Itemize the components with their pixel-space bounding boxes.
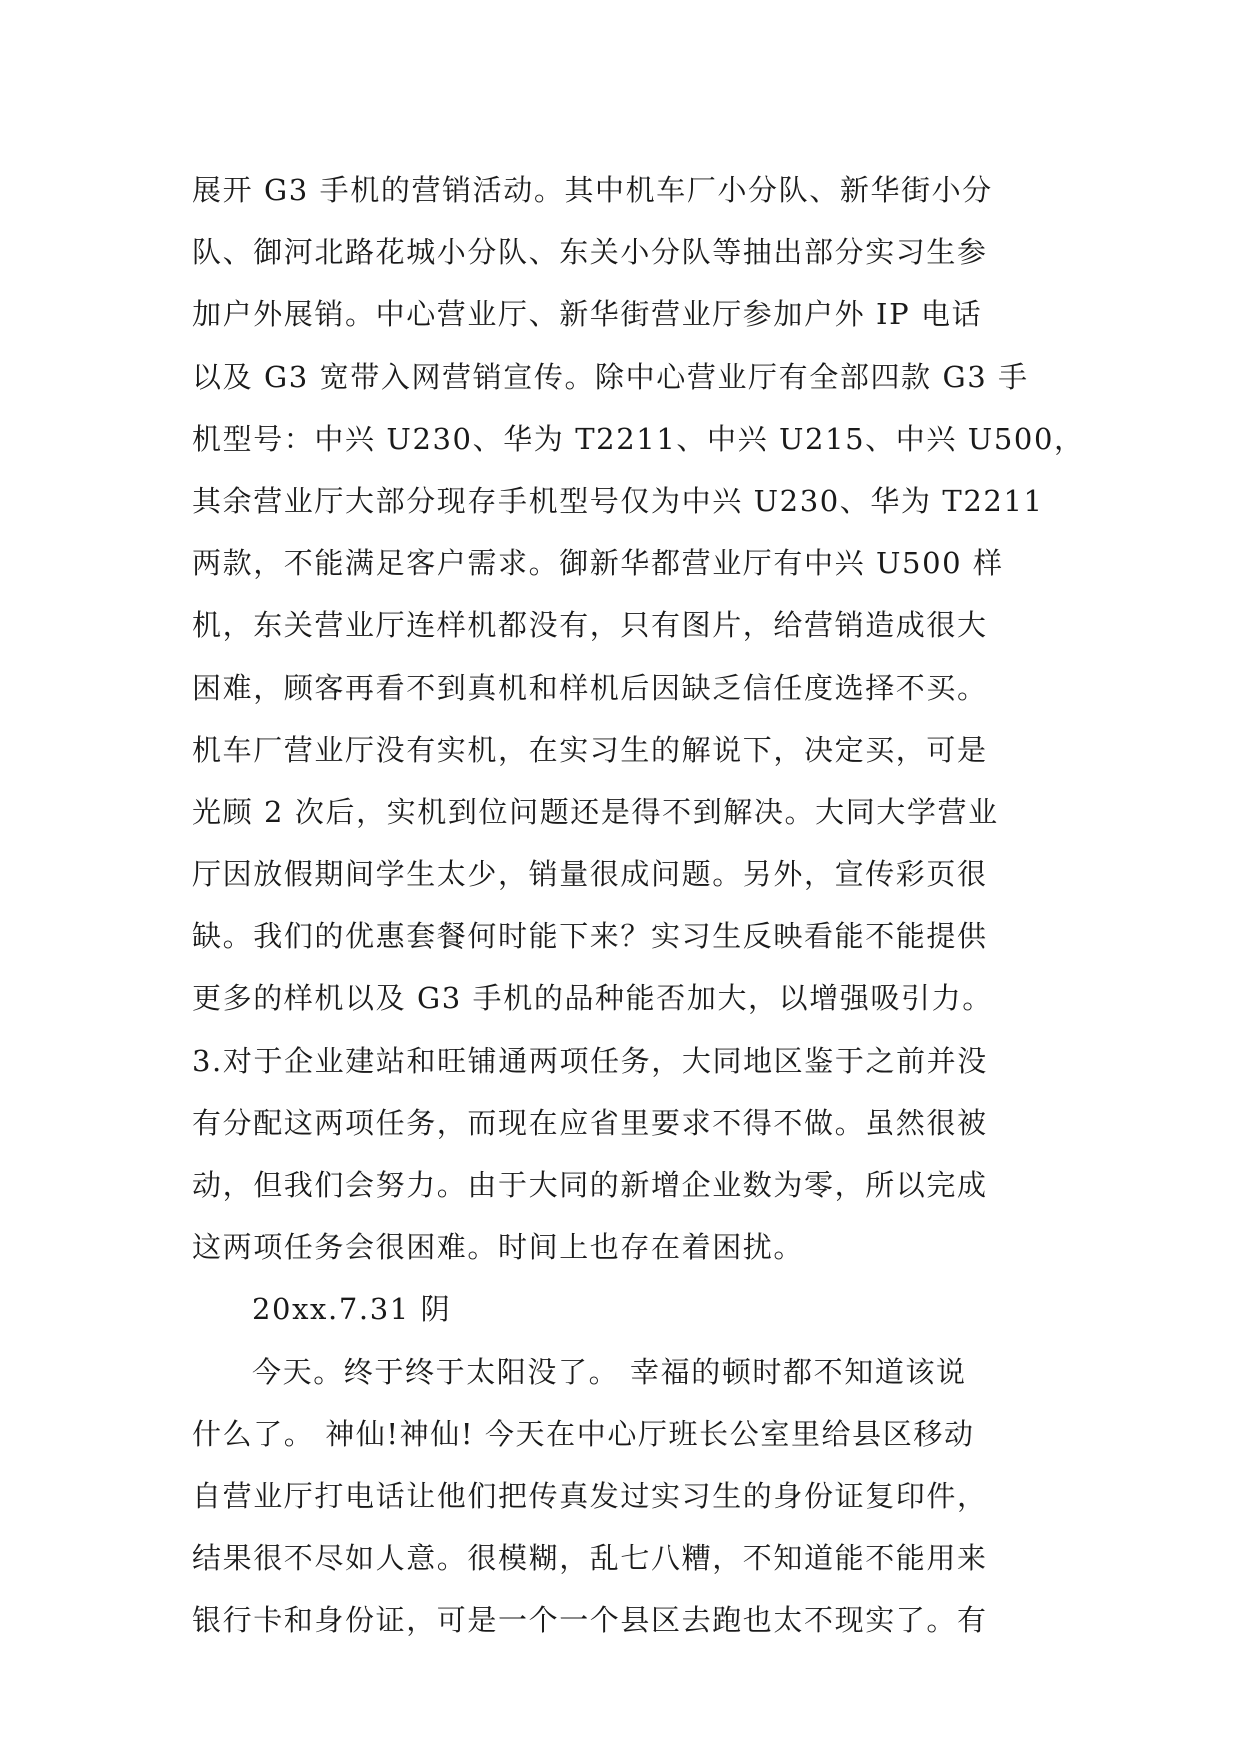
text-line: 什么了。 神仙!神仙! 今天在中心厅班长公室里给县区移动 <box>192 1416 975 1451</box>
text-line: 其余营业厅大部分现存手机型号仅为中兴 U230、华为 T2211 <box>192 483 1044 518</box>
text-line: 机型号：中兴 U230、华为 T2211、中兴 U215、中兴 U500， <box>192 421 1085 456</box>
text-line: 更多的样机以及 G3 手机的品种能否加大，以增强吸引力。 <box>192 981 993 1016</box>
text-line: 两款，不能满足客户需求。御新华都营业厅有中兴 U500 样 <box>192 546 1004 581</box>
text-line: 机车厂营业厅没有实机，在实习生的解说下，决定买，可是 <box>192 732 988 767</box>
text-line: 机，东关营业厅连样机都没有，只有图片，给营销造成很大 <box>192 608 988 643</box>
text-line: 困难，顾客再看不到真机和样机后因缺乏信任度选择不买。 <box>192 670 988 705</box>
text-line: 光顾 2 次后，实机到位问题还是得不到解决。大同大学营业 <box>192 794 999 829</box>
text-line: 有分配这两项任务，而现在应省里要求不得不做。虽然很被 <box>192 1105 988 1140</box>
body-text <box>192 159 1085 1652</box>
text-line: 20xx.7.31 阴 <box>252 1292 452 1327</box>
text-line: 队、御河北路花城小分队、东关小分队等抽出部分实习生参 <box>192 235 988 270</box>
text-line: 自营业厅打电话让他们把传真发过实习生的身份证复印件， <box>192 1478 988 1513</box>
text-line: 展开 G3 手机的营销活动。其中机车厂小分队、新华街小分 <box>192 173 993 207</box>
text-line: 3.对于企业建站和旺铺通两项任务，大同地区鉴于之前并没 <box>192 1043 988 1078</box>
text-line: 厅因放假期间学生太少，销量很成问题。另外，宣传彩页很 <box>192 857 988 892</box>
text-line: 缺。我们的优惠套餐何时能下来？实习生反映看能不能提供 <box>192 919 988 954</box>
text-line: 加户外展销。中心营业厅、新华街营业厅参加户外 IP 电话 <box>192 297 983 332</box>
text-line: 结果很不尽如人意。很模糊，乱七八糟，不知道能不能用来 <box>192 1541 988 1576</box>
text-line: 这两项任务会很困难。时间上也存在着困扰。 <box>192 1230 805 1265</box>
text-line: 今天。终于终于太阳没了。 幸福的顿时都不知道该说 <box>252 1354 967 1389</box>
text-line: 以及 G3 宽带入网营销宣传。除中心营业厅有全部四款 G3 手 <box>192 359 1029 394</box>
text-line: 银行卡和身份证，可是一个一个县区去跑也太不现实了。有 <box>192 1603 988 1638</box>
text-line: 动，但我们会努力。由于大同的新增企业数为零，所以完成 <box>192 1168 988 1202</box>
